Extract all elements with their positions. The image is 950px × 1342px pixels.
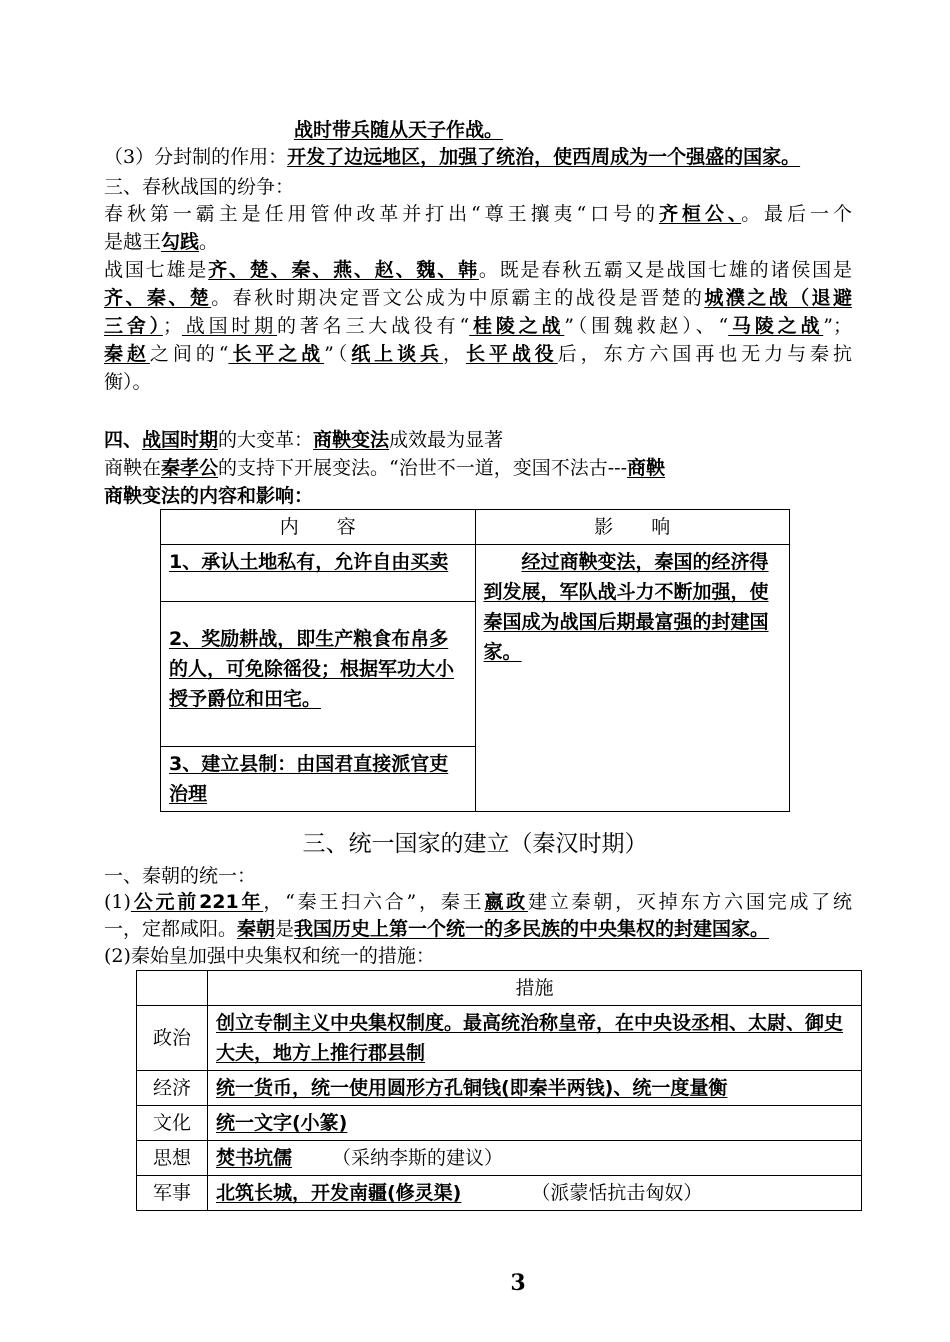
s2-a: (1) (104, 891, 131, 913)
warring-states-line-4 (104, 340, 852, 368)
warring-states-line-5: 衡）。 (104, 371, 152, 393)
spring-autumn-line-1 (104, 200, 852, 228)
cat-economy: 经济 (137, 1071, 208, 1106)
qin-line-1 (104, 888, 852, 916)
qi-huangong: 齐桓公、 (658, 203, 742, 225)
shang-yang-reform: 商鞅变法 (313, 429, 390, 451)
reform-row-2 (161, 602, 476, 747)
reform-row-1 (161, 545, 476, 602)
reform-row-2-text: 2、奖励耕战，即生产粮食布帛多的人，可免除徭役；根据军功大小授予爵位和田宅。 (169, 628, 455, 710)
measure-thought-text: 焚书坑儒 (216, 1147, 293, 1169)
p3-l4-d: 后，东方六国再也无力与秦抗 (557, 343, 852, 365)
cat-thought: 思想 (137, 1141, 208, 1176)
cat-politics: 政治 (137, 1006, 208, 1071)
h4-suffix: 成效最为显著 (389, 429, 504, 451)
measure-thought-note: （采纳李斯的建议） (332, 1147, 504, 1169)
p3-l3-d: ”； (823, 315, 852, 337)
reform-col-content: 内 容 (161, 510, 476, 545)
feudal-effect-line (104, 143, 852, 171)
reform-row-3-text: 3、建立县制：由国君直接派官吏治理 (169, 753, 449, 805)
spring-autumn-line-2 (104, 228, 852, 256)
measure-politics-text: 创立专制主义中央集权制度。最高统治称皇帝，在中央设丞相、太尉、御史大夫，地方上推行郡县制 (216, 1012, 844, 1064)
chengpu-battle: 城濮之战（退避 (704, 287, 852, 309)
qin-line-2 (104, 915, 852, 943)
p3-l4-c: ， (442, 343, 466, 365)
shang-yang-line (104, 454, 852, 482)
warring-states-line-2 (104, 284, 852, 312)
reform-row-3 (161, 747, 476, 812)
p3-l4-a: 之间的“ (149, 343, 229, 365)
s2-c: 建立秦朝，灭掉东方六国完成了统 (527, 891, 852, 913)
warring-period: 战国时期 (181, 315, 278, 337)
qi-qin-chu: 齐、秦、楚 (104, 287, 212, 309)
p3-l3-b: 的著名三大战役有“ (277, 315, 470, 337)
feudal-effect-text: 开发了边远地区，加强了统治，使西周成为一个强盛的国家。 (287, 146, 801, 168)
page-number: 3 (510, 1270, 526, 1296)
reform-row-1-text: 1、承认土地私有，允许自由买卖 (169, 551, 449, 573)
qin-dynasty: 秦朝 (237, 918, 276, 940)
warring-states-line-3 (104, 312, 852, 340)
top-line-text: 战时带兵随从天子作战。 (294, 119, 504, 141)
p3-l1-prefix: 战国七雄是 (104, 259, 209, 281)
warring-states-line-1 (104, 256, 852, 284)
top-line (294, 116, 950, 144)
shang-yang: 商鞅 (627, 457, 666, 479)
three-she: 三舍） (104, 315, 163, 337)
p3-l2-mid: 。春秋时期决定晋文公成为中原霸主的战役是晋楚的 (211, 287, 705, 309)
qin-xiaogong: 秦孝公 (161, 457, 219, 479)
measure-economy (208, 1071, 862, 1106)
ying-zheng: 嬴政 (484, 891, 528, 913)
paper-war: 纸上谈兵 (351, 343, 443, 365)
section-title: 三、统一国家的建立（秦汉时期） (302, 831, 648, 857)
reform-impact-text: 经过商鞅变法，秦国的经济得到发展，军队战斗力不断加强，使秦国成为战国后期最富强的封建国家。 (483, 551, 769, 663)
reform-table (160, 509, 790, 812)
p3-l3-c: ”（围魏救赵）、“ (564, 315, 729, 337)
guiling-battle: 桂陵之战 (469, 315, 565, 337)
measures-caption: (2)秦始皇加强中央集权和统一的措施： (104, 945, 435, 967)
reform-impact-cell (475, 545, 790, 812)
section-heading-4 (104, 426, 852, 454)
cat-culture: 文化 (137, 1106, 208, 1141)
feudal-effect-prefix: （3）分封制的作用： (104, 146, 288, 168)
measure-military (208, 1176, 862, 1211)
p2-l1-prefix: 春秋第一霸主是任用管仲改革并打出“尊王攘夷“口号的 (104, 203, 659, 225)
cat-military: 军事 (137, 1176, 208, 1211)
measure-military-note: （派蒙恬抗击匈奴） (531, 1182, 703, 1204)
measure-culture (208, 1106, 862, 1141)
h4-mid: 的大变革： (218, 429, 314, 451)
section-heading-3: 三、春秋战国的纷争： (104, 176, 295, 198)
h4-warring-period: 战国时期 (142, 429, 219, 451)
p2-l2-suffix: 。 (199, 231, 219, 253)
measure-thought (208, 1141, 862, 1176)
measures-table (136, 970, 862, 1211)
reform-col-impact: 影 响 (475, 510, 790, 545)
p3-l1-suffix: 。既是春秋五霸又是战国七雄的诸侯国是 (478, 259, 852, 281)
qin-unification-heading: 一、秦朝的统一： (104, 865, 257, 887)
p4-prefix: 商鞅在 (104, 457, 162, 479)
qin-zhao: 秦赵 (104, 343, 150, 365)
measures-corner (137, 971, 208, 1006)
reform-table-caption: 商鞅变法的内容和影响： (104, 485, 314, 507)
p3-l3-a: ； (162, 315, 182, 337)
s2-l2-a: 一，定都咸阳。 (104, 918, 238, 940)
p3-l4-b: ”（ (324, 343, 352, 365)
s2-b: ，“秦王扫六合”，秦王 (263, 891, 485, 913)
p4-mid: 的支持下开展变法。“治世不一道，变国不法古--- (218, 457, 628, 479)
year-221bc: 公元前221年 (130, 891, 264, 913)
p2-l1-suffix: 。最后一个 (741, 203, 852, 225)
s2-l2-b: 是 (275, 918, 295, 940)
measures-header: 措施 (208, 971, 862, 1006)
measure-military-text: 北筑长城，开发南疆(修灵渠) (216, 1182, 462, 1204)
changping-campaign: 长平战役 (465, 343, 558, 365)
goujian: 勾践 (161, 231, 200, 253)
seven-states: 齐、楚、秦、燕、赵、魏、韩 (208, 259, 479, 281)
maling-battle: 马陵之战 (728, 315, 824, 337)
p2-l2-prefix: 是越王 (104, 231, 162, 253)
measure-culture-text: 统一文字(小篆) (216, 1112, 348, 1134)
measure-economy-text: 统一货币，统一使用圆形方孔铜钱(即秦半两钱)、统一度量衡 (216, 1077, 728, 1099)
changping-battle: 长平之战 (228, 343, 325, 365)
measure-politics (208, 1006, 862, 1071)
first-unified-state: 我国历史上第一个统一的多民族的中央集权的封建国家。 (294, 918, 770, 940)
h4-prefix: 四、 (104, 429, 143, 451)
